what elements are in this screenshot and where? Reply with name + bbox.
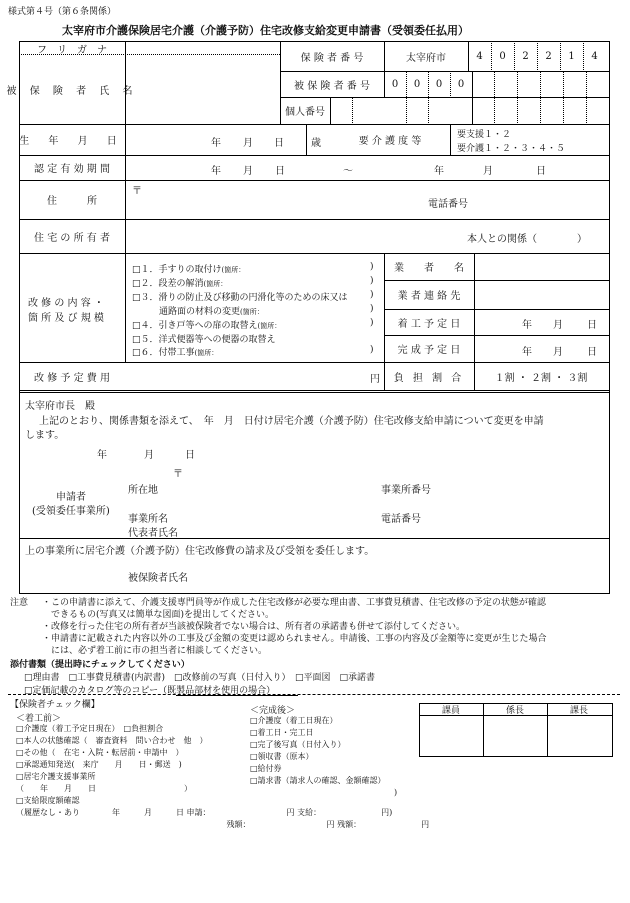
completion-day-unit: 日 bbox=[587, 347, 597, 358]
insured-sign-label: 被保険者氏名 bbox=[128, 573, 188, 584]
office-phone-label: 電話番号 bbox=[381, 514, 421, 525]
note-1: ・この申請書に添えて、介護支援専門員等が作成した住宅改修が必要な理由書、工事費見積書、住宅改修の予定の状態が確認 bbox=[42, 598, 546, 608]
phone-label: 電話番号 bbox=[428, 199, 468, 210]
start-year-unit: 年 bbox=[522, 320, 532, 331]
insured-digit[interactable] bbox=[586, 71, 608, 97]
applicant-sub-label: (受領委任事業所) bbox=[32, 506, 110, 517]
applicant-postal-mark: 〒 bbox=[173, 469, 183, 480]
before-check-item[interactable]: 残額： 円 残額： 円 bbox=[16, 820, 430, 829]
after-check-item[interactable]: □着工日・完工日 bbox=[250, 728, 314, 737]
insured-digit[interactable]: 0 bbox=[391, 78, 399, 90]
statement-line-2: します。 bbox=[25, 430, 65, 441]
paren-2: ) bbox=[370, 276, 374, 286]
renovation-label-1: 改 修 の 内 容 ・ bbox=[28, 298, 104, 309]
renovation-item-2[interactable]: □２．段差の解消(箇所： bbox=[132, 279, 228, 289]
validity-from-year: 年 bbox=[211, 166, 221, 177]
furigana-input[interactable] bbox=[126, 42, 280, 54]
completion-year-unit: 年 bbox=[522, 347, 532, 358]
insurer-name: 太宰府市 bbox=[406, 52, 446, 64]
renovation-item-4[interactable]: □４．引き戸等への扉の取替え(箇所： bbox=[132, 321, 282, 331]
apply-day-unit: 日 bbox=[185, 450, 195, 461]
insured-name-label: 被 保 険 者 氏 名 bbox=[6, 86, 138, 97]
approval-header-manager: 課長 bbox=[569, 705, 588, 716]
yen-unit: 円 bbox=[370, 374, 380, 385]
before-check-item[interactable]: □支給限度額確認 bbox=[16, 796, 80, 805]
insurer-digit: 2 bbox=[545, 50, 552, 62]
owner-input[interactable] bbox=[130, 222, 450, 250]
cost-label: 改 修 予 定 費 用 bbox=[34, 373, 110, 384]
after-check-item[interactable]: □給付券 bbox=[250, 764, 282, 773]
renovation-item-3[interactable]: □３．滑りの防止及び移動の円滑化等のための床又は bbox=[132, 293, 348, 303]
attach-line-1[interactable]: □理由書 □工事費見積書(内訳書) □改修前の写真（日付入り） □平面図 □承諾書 bbox=[24, 673, 376, 683]
completion-month-unit: 月 bbox=[553, 347, 563, 358]
birth-day-unit: 日 bbox=[274, 138, 284, 149]
furigana-label: フ リ ガ ナ bbox=[37, 44, 107, 56]
start-month-unit: 月 bbox=[553, 320, 563, 331]
before-check-item[interactable]: （履歴なし・あり 年 月 日 申請： 円 支給： 円) bbox=[16, 808, 393, 817]
applicant-label: 申請者 bbox=[56, 492, 86, 503]
renovation-item-1[interactable]: □１．手すりの取付け(箇所： bbox=[132, 265, 246, 275]
attach-underline bbox=[176, 695, 298, 696]
postal-mark: 〒 bbox=[132, 186, 142, 197]
representative-label: 代表者氏名 bbox=[128, 528, 178, 539]
note-2: ・改修を行った住宅の所有者が当該被保険者でない場合は、所有者の承諾書も併せて添付してください。 bbox=[42, 622, 466, 632]
cost-input[interactable] bbox=[130, 365, 360, 387]
before-check-item[interactable]: □居宅介護支援事業所 bbox=[16, 772, 96, 781]
personal-number-label: 個人番号 bbox=[285, 107, 325, 118]
paren-3b: ) bbox=[370, 304, 374, 314]
birth-label: 生 年 月 日 bbox=[19, 136, 125, 147]
insured-number-label: 被 保 険 者 番 号 bbox=[294, 80, 370, 92]
validity-label: 認 定 有 効 期 間 bbox=[34, 164, 110, 175]
after-check-item[interactable]: ) bbox=[250, 788, 398, 797]
statement-line-1: 上記のとおり、関係書類を添えて、 年 月 日付け居宅介護（介護予防）住宅改修支給申請について変更を申請 bbox=[39, 416, 544, 427]
care-level-label: 要 介 護 度 等 bbox=[358, 136, 422, 147]
checklist-header: 【保険者チェック欄】 bbox=[10, 700, 100, 710]
renovation-item-5[interactable]: □５．洋式便器等への便器の取替え bbox=[132, 335, 276, 345]
completion-date-label: 完 成 予 定 日 bbox=[397, 345, 461, 356]
insured-digit[interactable] bbox=[494, 71, 517, 97]
validity-to-day: 日 bbox=[536, 166, 546, 177]
before-check-item[interactable]: □介護度（着工予定日現在） □負担割合 bbox=[16, 724, 164, 733]
insured-sign-input[interactable] bbox=[200, 566, 460, 584]
delegate-statement: 上の事業所に居宅介護（介護予防）住宅改修費の請求及び受領を委任します。 bbox=[25, 546, 375, 557]
after-check-item[interactable]: □領収書（原本） bbox=[250, 752, 314, 761]
form-number: 様式第４号（第６条関係） bbox=[8, 7, 117, 17]
care-level-support[interactable]: 要支援１・２ bbox=[457, 130, 512, 140]
before-check-item[interactable]: □承認通知発送( 来庁 月 日・郵送 ) bbox=[16, 760, 182, 769]
renovation-label-2: 箇 所 及 び 規 模 bbox=[28, 313, 104, 324]
start-day-unit: 日 bbox=[587, 320, 597, 331]
insured-digit[interactable]: 0 bbox=[457, 78, 465, 90]
insurer-digit: 0 bbox=[499, 50, 506, 62]
birth-month-unit: 月 bbox=[243, 138, 253, 149]
attach-header: 添付書類（提出時にチェックしてください） bbox=[10, 660, 190, 670]
contractor-contact-label: 業 者 連 絡 先 bbox=[397, 291, 461, 302]
location-label: 所在地 bbox=[128, 485, 158, 496]
address-label: 住 所 bbox=[47, 196, 97, 207]
validity-from-day: 日 bbox=[275, 166, 285, 177]
approval-header-staff: 課員 bbox=[441, 705, 460, 716]
paren-4: ) bbox=[370, 318, 374, 328]
contractor-input[interactable] bbox=[475, 254, 608, 279]
insured-digit[interactable] bbox=[563, 71, 586, 97]
burden-label: 負 担 割 合 bbox=[393, 373, 465, 384]
burden-options[interactable]: １割 ・ ２割 ・ ３割 bbox=[494, 373, 588, 384]
office-name-label: 事業所名 bbox=[128, 514, 168, 525]
start-date-label: 着 工 予 定 日 bbox=[397, 318, 461, 330]
before-check-item[interactable]: □その他（ 在宅・入院・転居前・申請中 ） bbox=[16, 748, 184, 757]
contractor-contact-input[interactable] bbox=[475, 281, 608, 308]
approval-header-chief: 係長 bbox=[505, 705, 524, 716]
paren-1: ) bbox=[370, 262, 374, 272]
care-level-care[interactable]: 要介護１・２・３・４・５ bbox=[457, 144, 566, 154]
paren-6: ) bbox=[370, 345, 374, 355]
after-check-item[interactable]: □介護度（着工日現在） bbox=[250, 716, 338, 725]
before-check-item[interactable]: （ 年 月 日 ） bbox=[16, 784, 192, 793]
relation-label: 本人との関係（ ） bbox=[467, 234, 587, 245]
owner-label: 住 宅 の 所 有 者 bbox=[34, 232, 110, 244]
insured-digit[interactable] bbox=[517, 71, 540, 97]
insurer-number-label: 保 険 者 番 号 bbox=[300, 52, 364, 64]
insurer-digit: 2 bbox=[522, 50, 529, 62]
renovation-item-6[interactable]: □６．付帯工事(箇所： bbox=[132, 348, 219, 358]
notes-label: 注意 bbox=[10, 598, 29, 608]
validity-to-month: 月 bbox=[483, 166, 493, 177]
before-check-item[interactable]: □本人の状態確認（ 審査資料 問い合わせ 他 ） bbox=[16, 736, 208, 745]
apply-month-unit: 月 bbox=[144, 450, 154, 461]
apply-year-unit: 年 bbox=[97, 450, 107, 461]
birth-year-unit: 年 bbox=[211, 138, 221, 149]
office-number-label: 事業所番号 bbox=[381, 485, 431, 496]
note-3b: には、必ず着工前に市の担当者に相談してください。 bbox=[42, 646, 268, 656]
attach-line-2[interactable]: □定価記載のカタログ等のコピー（既製品部材を使用の場合） bbox=[24, 686, 276, 696]
insurer-digit: 4 bbox=[591, 50, 598, 62]
insured-digit[interactable] bbox=[540, 71, 563, 97]
paren-3: ) bbox=[370, 290, 374, 300]
personal-number-input[interactable] bbox=[331, 98, 608, 123]
after-header: ＜完成後＞ bbox=[250, 706, 296, 716]
after-check-item[interactable]: □完了後写真（日付入り） bbox=[250, 740, 346, 749]
note-3: ・申請書に記載された内容以外の工事及び金額の変更は認められません。申請後、工事の内容及び金額等に変更が生じた場合 bbox=[42, 634, 547, 644]
age-unit: 歳 bbox=[311, 138, 321, 149]
insured-digit[interactable]: 0 bbox=[435, 78, 443, 90]
after-check-item[interactable]: □請求書（請求人の確認、金額確認） bbox=[250, 776, 386, 785]
validity-tilde: ～ bbox=[343, 166, 353, 177]
before-header: ＜着工前＞ bbox=[16, 714, 62, 724]
validity-from-month: 月 bbox=[243, 166, 253, 177]
contractor-label: 業 者 名 bbox=[394, 263, 464, 274]
insurer-digit: 4 bbox=[476, 50, 483, 62]
page-title: 太宰府市介護保険居宅介護（介護予防）住宅改修支給変更申請書（受領委任払用） bbox=[62, 24, 469, 37]
insured-digit[interactable]: 0 bbox=[413, 78, 421, 90]
cut-line bbox=[8, 694, 620, 695]
insurer-digit: 1 bbox=[568, 50, 575, 62]
insured-name-input[interactable] bbox=[126, 56, 280, 123]
address-input[interactable] bbox=[140, 184, 420, 216]
insured-digit[interactable] bbox=[472, 71, 494, 97]
renovation-item-3b: 通路面の材料の変更(箇所： bbox=[132, 307, 264, 317]
addressee: 太宰府市長 殿 bbox=[25, 401, 95, 412]
note-1b: できるもの(写真又は簡単な図面)を提出してください。 bbox=[42, 610, 275, 620]
validity-to-year: 年 bbox=[434, 166, 444, 177]
